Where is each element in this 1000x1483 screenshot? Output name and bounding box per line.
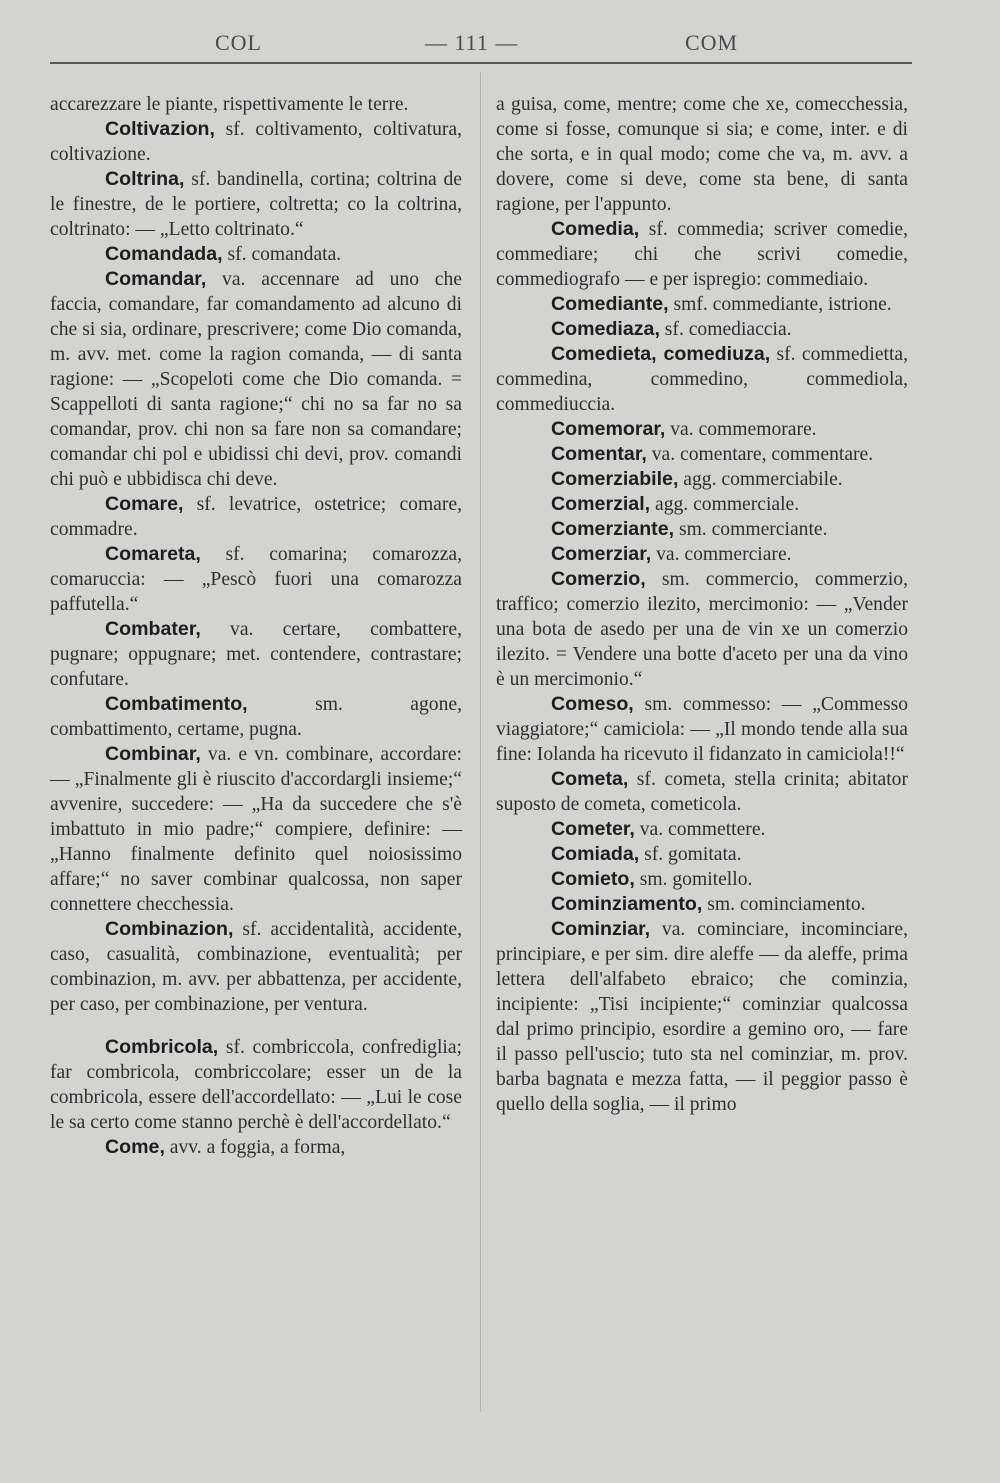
entry-comediante: Comediante, smf. commediante, istrione. — [551, 293, 892, 315]
entry-comediaza: Comediaza, sf. comediaccia. — [551, 318, 792, 340]
entry-comedia: Comedia, sf. commedia; scriver comedie, commediare; chi che scrivi comedie, commediografo — e per ispregio: commediaio. — [496, 218, 908, 290]
headword: Comentar, — [551, 443, 647, 465]
headword: Comare, — [105, 493, 184, 515]
entry-continuation: a guisa, come, mentre; come che xe, comecchessia, come si fosse, comunque si sia; e come, inter. e di che sorta, e in qual modo; come che va, m. avv. a dovere, come si deve, come sta bene, di santa ragione, per l'appunto. — [496, 94, 908, 215]
entry-comiada: Comiada, sf. gomitata. — [551, 843, 742, 865]
headword: Comandada, — [105, 243, 223, 265]
page-header — [50, 30, 910, 60]
entry-comerziar: Comerziar, va. commerciare. — [551, 543, 792, 565]
headword: Cominziamento, — [551, 893, 703, 915]
header-left-guide-word: COL — [215, 30, 262, 55]
spacer — [50, 1017, 462, 1035]
entry-comareta: Comareta, sf. comarina; comarozza, comaruccia: — „Pescò fuori una comarozza paffutella.“ — [50, 543, 462, 615]
headword: Comerziar, — [551, 543, 652, 565]
headword: Comedia, — [551, 218, 640, 240]
entry-continuation: accarezzare le piante, rispettivamente le terre. — [50, 94, 409, 115]
headword: Comeso, — [551, 693, 634, 715]
headword: Cometa, — [551, 768, 629, 790]
entry-comieto: Comieto, sm. gomitello. — [551, 868, 753, 890]
headword: Cometer, — [551, 818, 635, 840]
headword: Comemorar, — [551, 418, 666, 440]
headword: Comerzio, — [551, 568, 646, 590]
entry-combater: Combater, va. certare, combattere, pugnare; oppugnare; met. contendere, contrastare; confutare. — [50, 618, 462, 690]
headword: Comareta, — [105, 543, 201, 565]
header-right-guide-word: COM — [685, 30, 739, 55]
entry-combinazion: Combinazion, sf. accidentalità, accidente, caso, casualità, combinazione, eventualità; per combinazion, m. avv. per abbattenza, per accidente, per caso, per combinazione, per ventura. — [50, 918, 462, 1015]
entry-comerzial: Comerzial, agg. commerciale. — [551, 493, 800, 515]
entry-cominziamento: Cominziamento, sm. cominciamento. — [551, 893, 866, 915]
headword: Combatimento, — [105, 693, 248, 715]
entry-combinar: Combinar, va. e vn. combinare, accordare: — „Finalmente gli è riuscito d'accordargli insieme;“ avvenire, succedere: — „Ha da succedere che s'è imbattuto in mio padre;“ compiere, definire: — „Hanno finalmente definito quel noiosissimo affare;“ no saver combinar qualcossa, non saper connettere checchessia. — [50, 743, 462, 915]
entry-comentar: Comentar, va. comentare, commentare. — [551, 443, 874, 465]
entry-comeso: Comeso, sm. commesso: — „Commesso viaggiatore;“ camiciola: — „Il mondo tende alla sua fine: Iolanda ha ricevuto il fidanzato in camiciola!!“ — [496, 693, 908, 765]
headword: Combinazion, — [105, 918, 234, 940]
headword: Comiada, — [551, 843, 640, 865]
header-rule — [50, 62, 912, 64]
headword: Combater, — [105, 618, 201, 640]
entry-comedieta: Comedieta, comediuza, sf. commedietta, commedina, commedino, commediola, commediuccia. — [496, 343, 909, 415]
entry-comare: Comare, sf. levatrice, ostetrice; comare, commadre. — [50, 493, 462, 540]
headword: Comerziante, — [551, 518, 675, 540]
entry-comandada: Comandada, sf. comandata. — [105, 243, 342, 265]
headword: Cominziar, — [551, 918, 651, 940]
entry-combricola: Combricola, sf. combriccola, confrediglia; far combricola, combriccolare; esser un de la combricola, essere dell'accordellato: — „Lui le cose le sa certo come stanno perchè è dell'accordellato.“ — [50, 1036, 462, 1133]
headword: Comieto, — [551, 868, 635, 890]
headword: Comandar, — [105, 268, 207, 290]
headword: Comerzial, — [551, 493, 651, 515]
entry-comandar: Comandar, va. accennare ad uno che faccia, comandare, far comandamento ad alcuno di che si sia, ordinare, prescrivere; come Dio comanda, m. avv. met. come la ragion comanda, — di santa ragione: — „Scopeloti come che Dio comanda. = Scappelloti di santa ragione;“ chi no sa far no sa comandar, prov. chi non sa fare non sa comandare; comandar chi pol e ubidissi chi devi, prov. comandi chi può e ubbidisca chi deve. — [50, 268, 462, 490]
entry-coltrina: Coltrina, sf. bandinella, cortina; coltrina de le finestre, de le portiere, coltretta; co la coltrina, coltrinato: — „Letto coltrinato.“ — [50, 168, 462, 240]
headword: Comediaza, — [551, 318, 660, 340]
entry-comerzio: Comerzio, sm. commercio, commerzio, traffico; comerzio ilezito, mercimonio: — „Vender una bota de asedo per una de vin xe un comerzio ilezito. = Vendere una botte d'aceto per una da vino è un mercimonio.“ — [496, 568, 908, 690]
entry-combatimento: Combatimento, sm. agone, combattimento, certame, pugna. — [50, 693, 462, 740]
entry-comerziabile: Comerziabile, agg. commerciabile. — [551, 468, 843, 490]
headword: Combricola, — [105, 1036, 219, 1058]
headword: Coltrina, — [105, 168, 185, 190]
left-column — [50, 92, 462, 1160]
column-divider — [480, 72, 481, 1412]
page-number: — 111 — — [425, 30, 519, 55]
headword: Combinar, — [105, 743, 201, 765]
right-column — [496, 92, 908, 1117]
entry-comemorar: Comemorar, va. commemorare. — [551, 418, 817, 440]
entry-cometer: Cometer, va. commettere. — [551, 818, 766, 840]
entry-coltivazion: Coltivazion, sf. coltivamento, coltivatura, coltivazione. — [50, 118, 462, 165]
entry-cominziar: Cominziar, va. cominciare, incominciare, principiare, e per sim. dire aleffe — da aleffe, prima lettera dell'alfabeto ebraico; che cominzia, incipiente: „Tisi incipiente;“ cominziar qualcossa dal primo principio, esordire a gemino oro, — fare il passo pell'uscio; tuto sta nel cominziar, m. prov. barba bagnata e mezza fatta, — il peggior passo è quello della soglia, — il primo — [496, 918, 908, 1115]
headword: Coltivazion, — [105, 118, 215, 140]
entry-comerziante: Comerziante, sm. commerciante. — [551, 518, 828, 540]
entry-cometa: Cometa, sf. cometa, stella crinita; abitator suposto de cometa, cometicola. — [496, 768, 908, 815]
headword: Come, — [105, 1136, 165, 1158]
entry-come: Come, avv. a foggia, a forma, — [105, 1136, 346, 1158]
headword: Comedieta, comediuza, — [551, 343, 771, 365]
headword: Comediante, — [551, 293, 669, 315]
headword: Comerziabile, — [551, 468, 679, 490]
